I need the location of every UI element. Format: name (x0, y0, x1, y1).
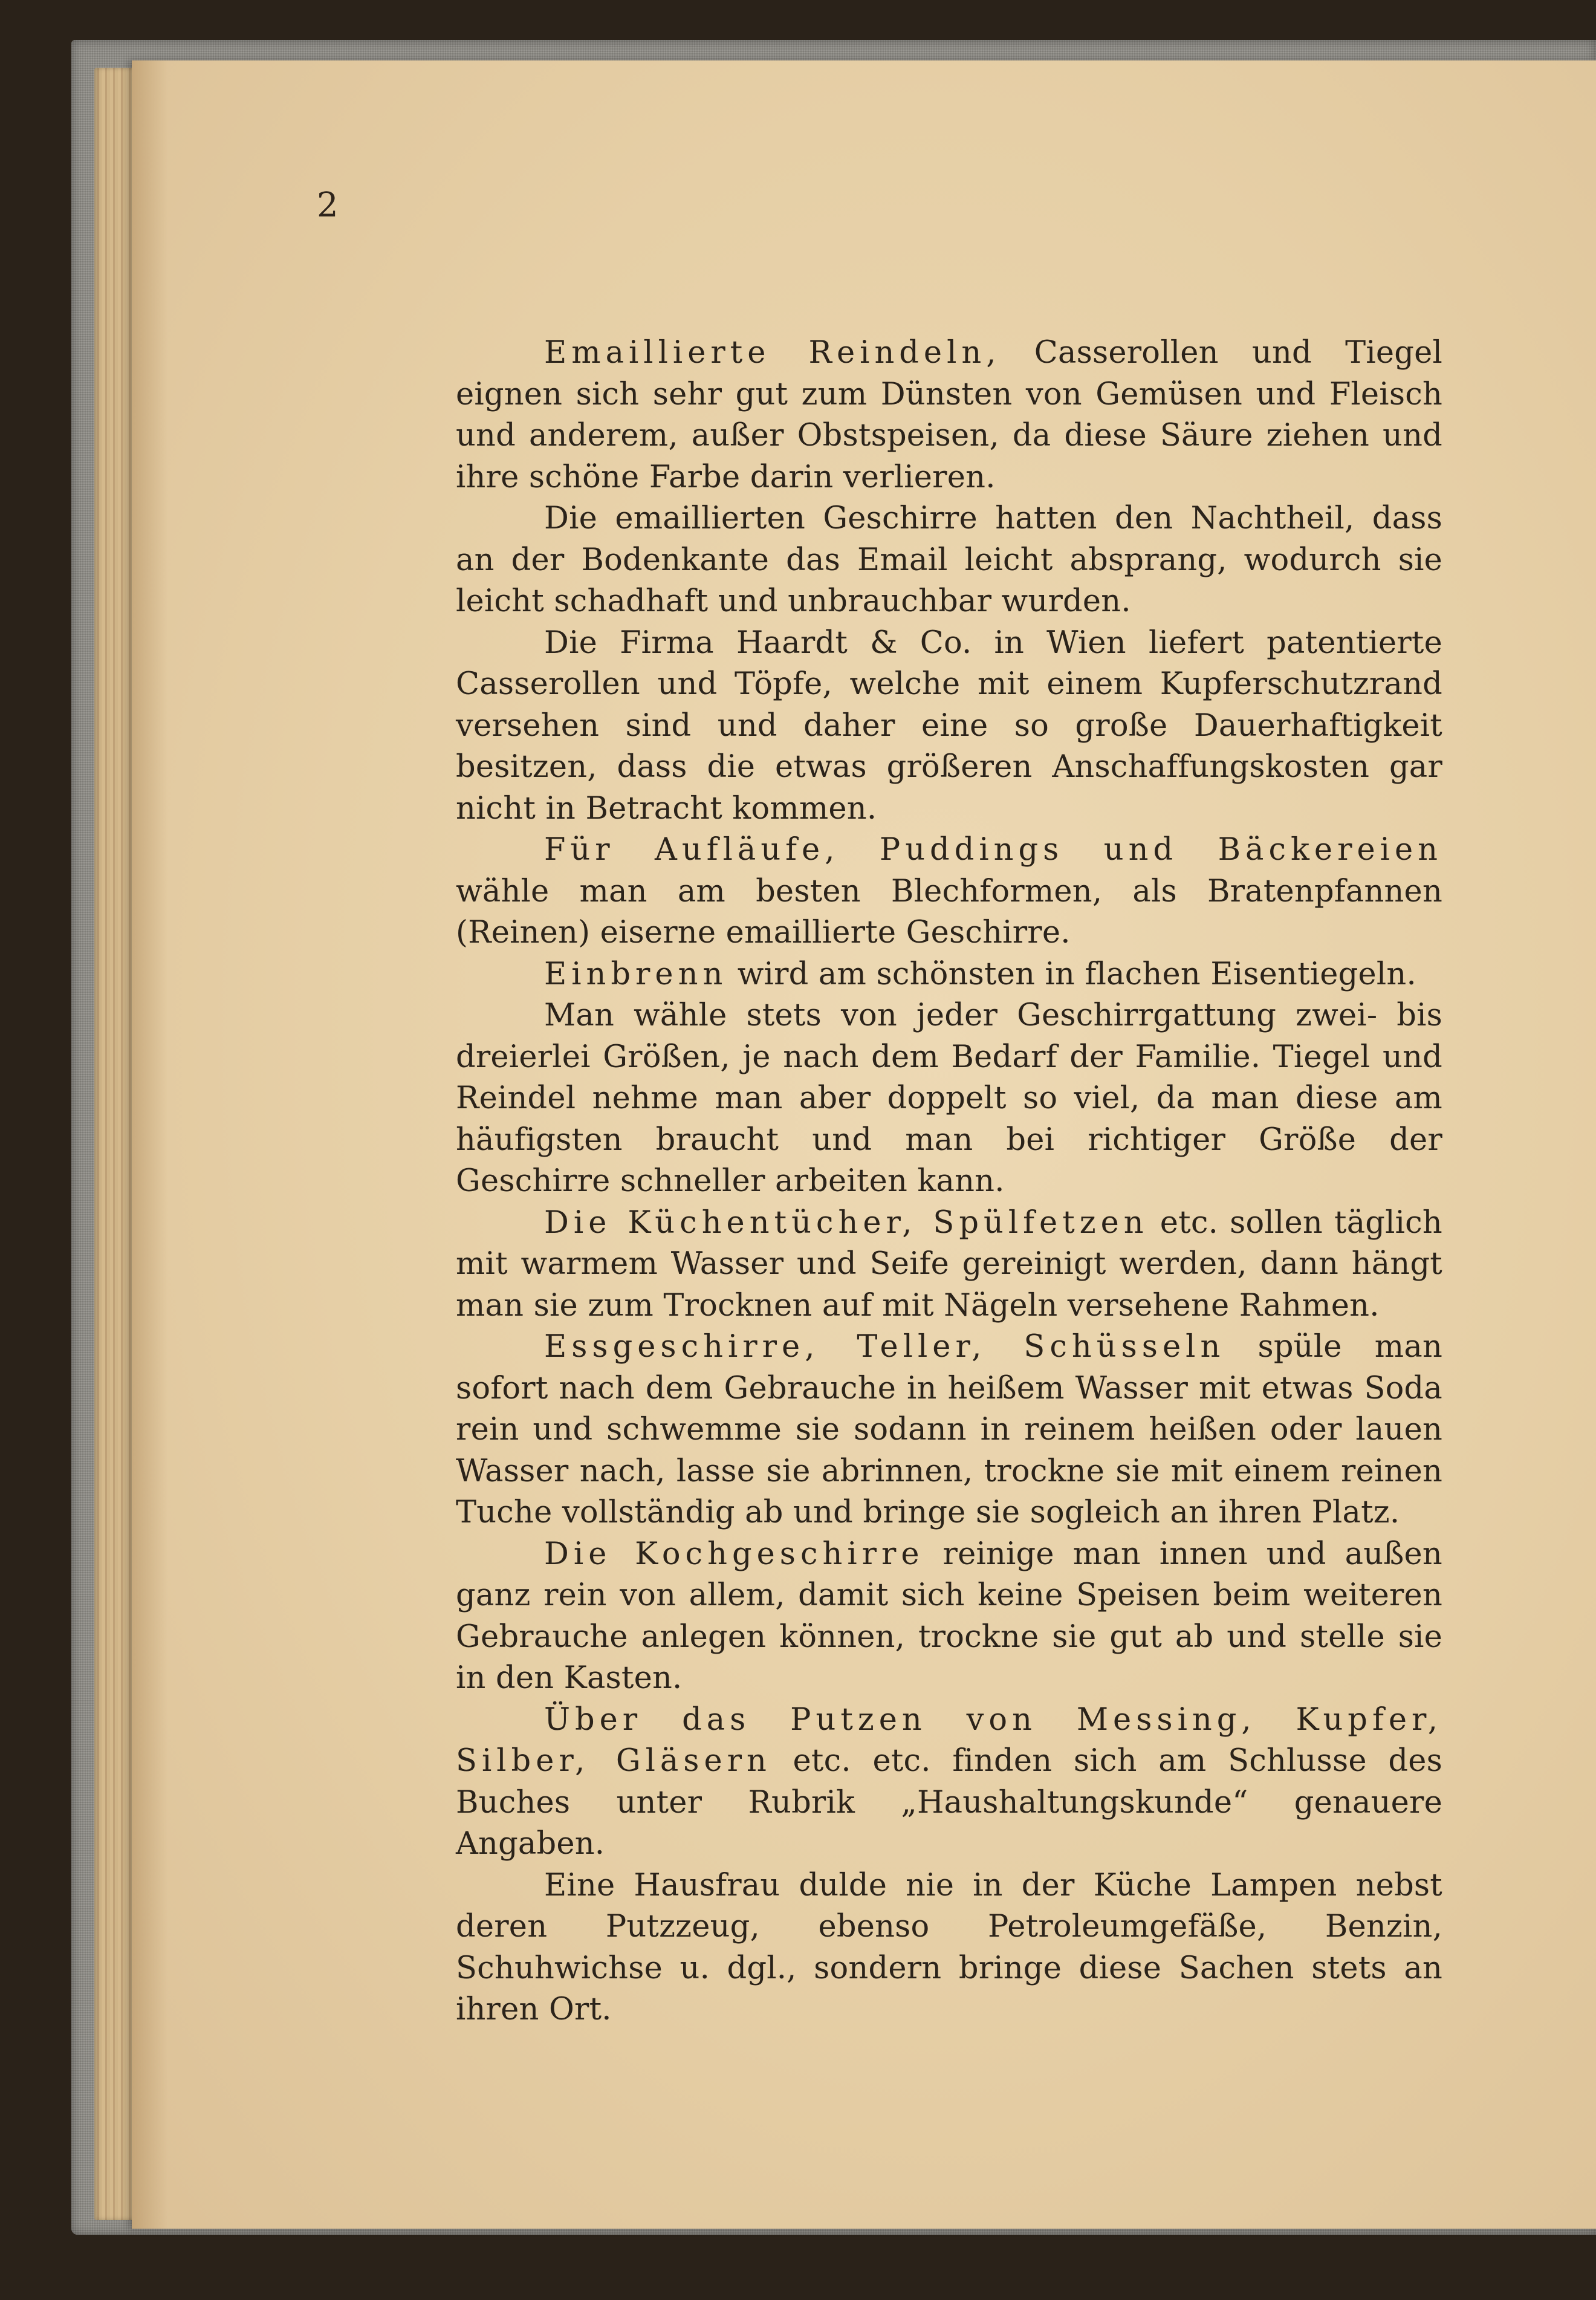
spaced-heading: Für Aufläufe, Puddings und Bäckereien (544, 832, 1442, 868)
paragraph-text: wähle man am besten Blechformen, als Bratenpfannen (Reinen) eiserne emaillierte Geschirre. (456, 873, 1442, 950)
paragraph (456, 1865, 1442, 2031)
paragraph (456, 623, 1442, 830)
spaced-heading: Emaillierte Reindeln, (544, 335, 1001, 371)
page-number: 2 (317, 186, 339, 225)
body-text (456, 333, 1442, 2031)
paragraph-text: Die emaillierten Geschirre hatten den Nachtheil, dass an der Bodenkante das Email leicht absprang, wodurch sie leicht schadhaft und unbrauchbar wurden. (456, 501, 1442, 619)
paragraph-text: Casserollen und Tiegel eignen sich sehr gut zum Dünsten von Gemüsen und Fleisch und anderem, außer Obstspeisen, da diese Säure ziehen und ihre schöne Farbe darin verlieren. (456, 335, 1443, 495)
paragraph (456, 1534, 1442, 1700)
paragraph (456, 333, 1442, 498)
spaced-heading: Die Kochgeschirre (544, 1536, 924, 1572)
spaced-heading: Einbrenn (544, 956, 728, 992)
paragraph-text: wird am schönsten in flachen Eisentiegeln. (727, 956, 1416, 992)
paragraph-text: Eine Hausfrau dulde nie in der Küche Lampen nebst deren Putzzeug, ebenso Petroleumgefäße, Benzin, Schuhwichse u. dgl., sondern bringe diese Sachen stets an ihren Ort. (456, 1867, 1442, 2027)
paragraph-text: spüle man sofort nach dem Gebrauche in heißem Wasser mit etwas Soda rein und schwemme sie sodann in reinem heißen oder lauen Wasser nach, lasse sie abrinnen, trockne sie mit einem reinen Tuche vollständig ab und bringe sie sogleich an ihren Platz. (456, 1329, 1442, 1530)
paragraph-text: Die Firma Haardt & Co. in Wien liefert patentierte Casserollen und Töpfe, welche mit einem Kupferschutzrand versehen sind und daher eine so große Dauerhaftigkeit besitzen, dass die etwas größeren Anschaffungskosten gar nicht in Betracht kommen. (456, 625, 1442, 827)
spaced-heading: Die Küchentücher, Spülfetzen (544, 1204, 1149, 1241)
paragraph (456, 995, 1442, 1203)
paragraph (456, 954, 1442, 996)
spaced-heading: Essgeschirre, Teller, Schüsseln (544, 1329, 1225, 1365)
paragraph-text: etc. sollen täglich mit warmem Wasser und Seife gereinigt werden, dann hängt man sie zum Trocknen auf mit Nägeln versehene Rahmen. (456, 1204, 1442, 1324)
paragraph (456, 1327, 1442, 1534)
paragraph (456, 498, 1442, 623)
spaced-heading: Über das Putzen von Messing, Kupfer, Silber, Gläsern (456, 1701, 1442, 1779)
paragraph-text: reinige man innen und außen ganz rein von allem, damit sich keine Speisen beim weiteren Gebrauche anlegen können, trockne sie gut ab und stelle sie in den Kasten. (456, 1536, 1442, 1696)
paragraph-text: Man wähle stets von jeder Geschirrgattung zwei- bis dreierlei Größen, je nach dem Bedarf der Familie. Tiegel und Reindel nehme man aber doppelt so viel, da man diese am häufigsten braucht und man bei richtiger Größe der Geschirre schneller arbeiten kann. (456, 998, 1442, 1199)
paragraph (456, 1203, 1442, 1327)
gutter-shadow (132, 60, 168, 2229)
paragraph (456, 830, 1442, 954)
paragraph-text: etc. etc. finden sich am Schlusse des Buches unter Rubrik „Haushaltungskunde“ genauere Angaben. (456, 1743, 1442, 1862)
paragraph (456, 1700, 1442, 1865)
